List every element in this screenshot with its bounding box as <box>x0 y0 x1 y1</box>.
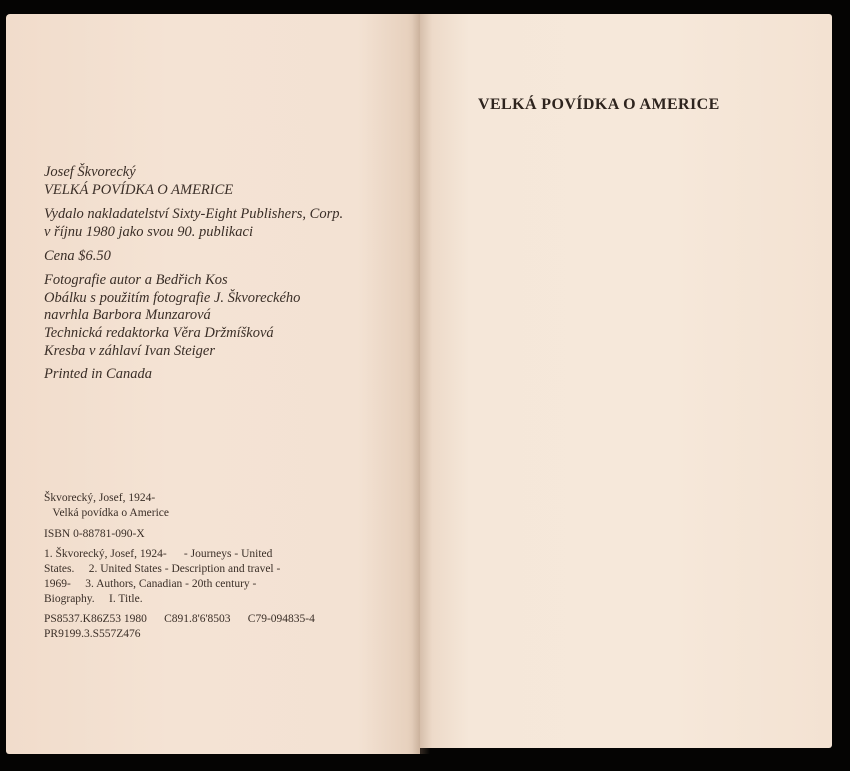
half-title: VELKÁ POVÍDKA O AMERICE <box>478 96 720 113</box>
credit-line: Kresba v záhlaví Ivan Steiger <box>44 343 216 359</box>
catalog-classification: PS8537.K86Z53 1980 C891.8'6'8503 C79-094835-4 <box>44 613 315 625</box>
catalog-classification: PR9199.3.S557Z476 <box>44 628 141 640</box>
catalog-subject-line: 1969- 3. Authors, Canadian - 20th century - <box>44 578 257 590</box>
credit-line: Technická redaktorka Věra Držmíšková <box>44 325 274 341</box>
right-page <box>420 14 832 748</box>
catalog-subject-line: States. 2. United States - Description and travel - <box>44 563 281 575</box>
credit-line: Obálku s použitím fotografie J. Škvoreckého <box>44 290 301 306</box>
colophon-title: VELKÁ POVÍDKA O AMERICE <box>44 182 234 198</box>
catalog-entry-author: Škvorecký, Josef, 1924- <box>44 492 156 504</box>
catalog-entry-title: Velká povídka o Americe <box>44 507 169 519</box>
printed-in: Printed in Canada <box>44 366 152 382</box>
catalog-isbn: ISBN 0-88781-090-X <box>44 528 145 540</box>
credit-line: Fotografie autor a Bedřich Kos <box>44 272 228 288</box>
colophon-publisher-line-1: Vydalo nakladatelství Sixty-Eight Publishers, Corp. <box>44 206 344 222</box>
credit-line: navrhla Barbora Munzarová <box>44 307 211 323</box>
catalog-subject-line: 1. Škvorecký, Josef, 1924- - Journeys - United <box>44 548 273 560</box>
colophon-publisher-line-2: v říjnu 1980 jako svou 90. publikaci <box>44 224 254 240</box>
colophon-price: Cena $6.50 <box>44 248 111 264</box>
left-page <box>6 14 420 754</box>
colophon-author: Josef Škvorecký <box>44 164 136 180</box>
catalog-subject-line: Biography. I. Title. <box>44 593 143 605</box>
